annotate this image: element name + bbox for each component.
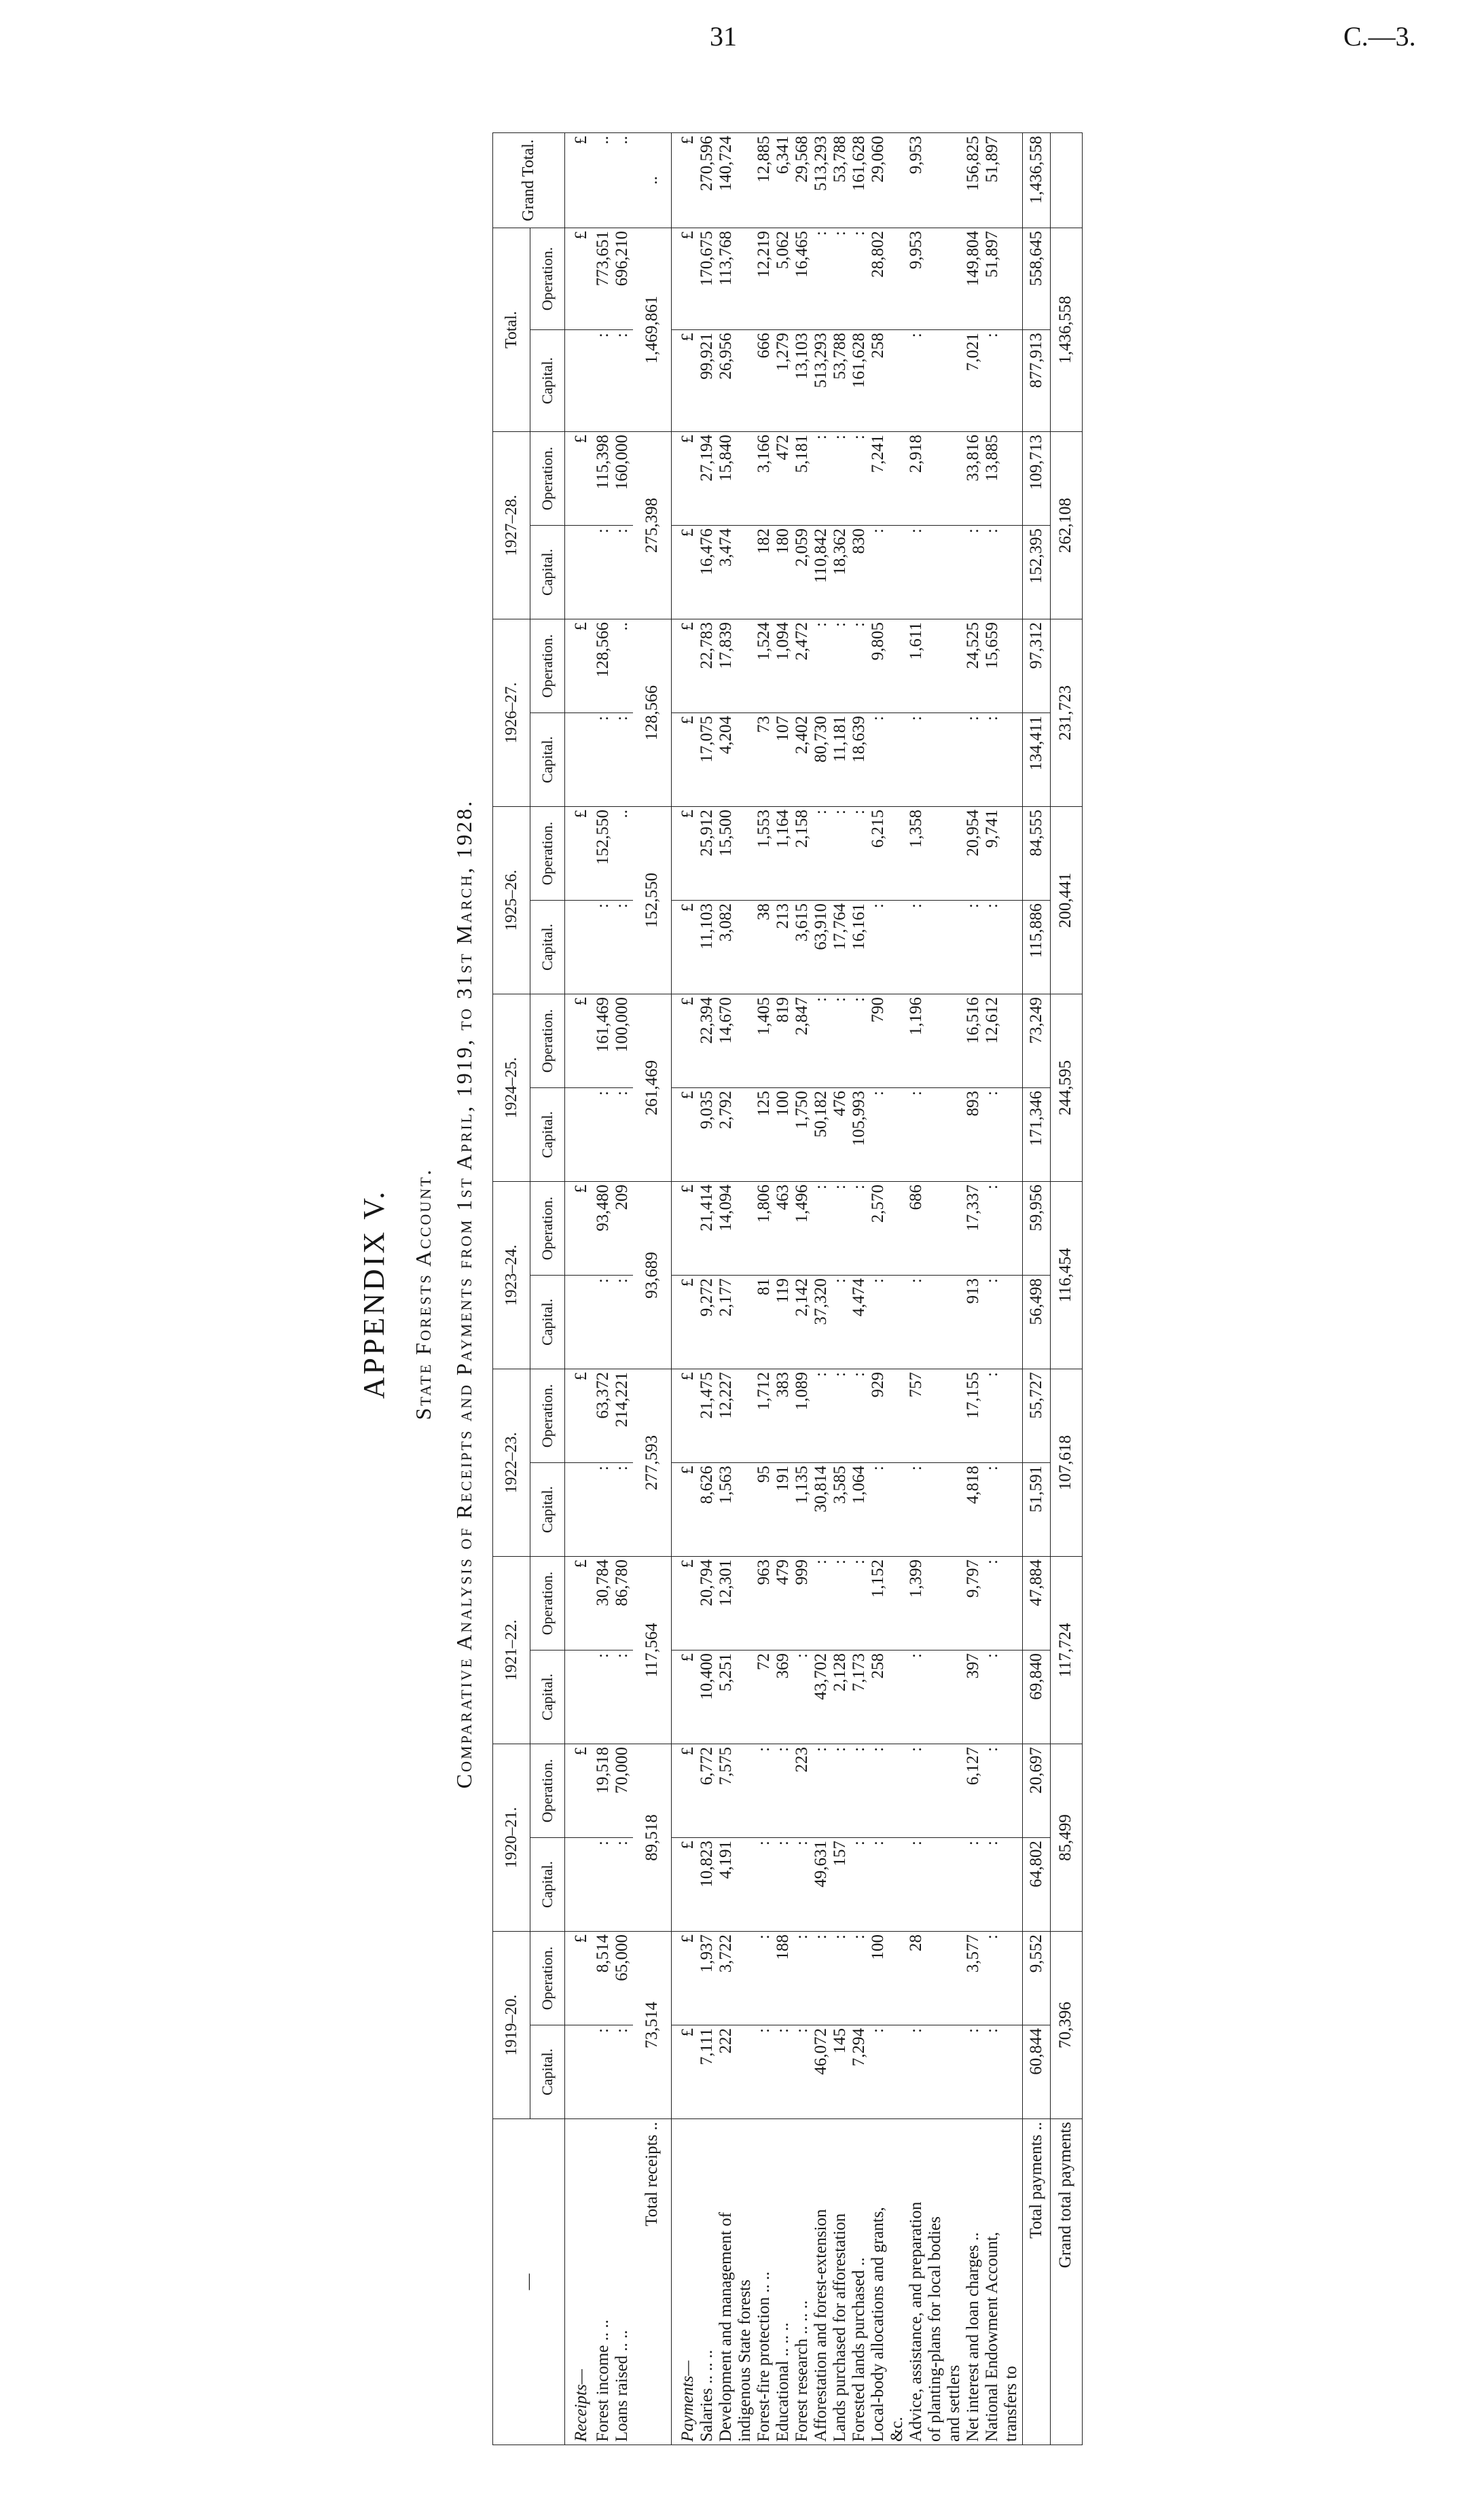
operation-subheader: Operation.: [530, 228, 565, 329]
total-receipts-cell: 128,566: [633, 619, 672, 807]
year-header: 1924–25.: [493, 994, 530, 1182]
receipts-section-label: Receipts—: [565, 2119, 593, 2445]
payment-capital-cell: £ 99,921 26,956 666 1,279 13,103 513,293 53,788 161,628 258 : 7,021 :: [672, 330, 1023, 432]
year-header: 1922–23.: [493, 1369, 530, 1557]
grand-total-payments-cell: 117,724: [1051, 1557, 1083, 1744]
rotated-page-content: [343, 122, 1484, 2466]
payment-row-labels: [672, 2119, 1023, 2445]
grand-total-payments-cell: 244,595: [1051, 994, 1083, 1182]
total-payments-capital: 115,886: [1023, 901, 1051, 994]
total-payments-operation: 55,727: [1023, 1369, 1051, 1463]
payment-operation-cell: £ 21,414 14,094 1,806 463 1,496 : : : 2,570 686 17,337 :: [672, 1182, 1023, 1276]
capital-subheader: Capital.: [530, 526, 565, 619]
receipt-operation-cell: 115,398 160,000: [592, 432, 633, 526]
document-code: C.—3.: [1343, 21, 1416, 52]
payment-capital-cell: £ 17,075 4,204 73 107 2,402 80,730 11,181 18,639 : : : :: [672, 713, 1023, 807]
currency-symbol: £: [565, 1369, 593, 1463]
payment-operation-cell: £ 20,794 12,301 963 479 999 : : : 1,152 1,399 9,797 :: [672, 1557, 1023, 1651]
receipt-operation-cell: 152,550 ..: [592, 807, 633, 901]
total-payments-operation: 558,645: [1023, 228, 1051, 329]
operation-subheader: Operation.: [530, 1932, 565, 2025]
currency-symbol: £: [565, 432, 593, 526]
receipt-operation-cell: 93,480 209: [592, 1182, 633, 1276]
grand-total-header: Grand Total.: [493, 132, 565, 228]
payment-capital-cell: £ 9,272 2,177 81 119 2,142 37,320 : 4,474 : : 913 :: [672, 1276, 1023, 1369]
total-receipts-label: Total receipts ..: [633, 2119, 672, 2445]
total-receipts-cell: 261,469: [633, 994, 672, 1182]
payment-capital-cell: £ 9,035 2,792 125 100 1,750 50,182 476 105,993 : : 893 :: [672, 1088, 1023, 1182]
currency-symbol: £: [565, 1182, 593, 1276]
capital-subheader: Capital.: [530, 713, 565, 807]
payments-section-label: Payments—: [678, 2360, 697, 2442]
total-header: Total.: [493, 228, 530, 431]
total-payments-operation: 59,956: [1023, 1182, 1051, 1276]
receipt-operation-cell: 30,784 86,780: [592, 1557, 633, 1651]
capital-subheader: Capital.: [530, 1463, 565, 1557]
receipt-capital-cell: : :: [592, 713, 633, 807]
total-receipts-cell: 275,398: [633, 432, 672, 619]
payment-capital-cell: £ 10,823 4,191 : : : 49,631 157 : : : : :: [672, 1838, 1023, 1932]
total-receipts-grand-cell: ..: [633, 132, 672, 228]
capital-subheader: Capital.: [530, 1838, 565, 1932]
total-receipts-cell: 117,564: [633, 1557, 672, 1744]
receipt-operation-cell: 63,372 214,221: [592, 1369, 633, 1463]
total-payments-operation: 84,555: [1023, 807, 1051, 901]
total-payments-label: Total payments ..: [1023, 2119, 1051, 2445]
grand-total-payments-cell: 70,396: [1051, 1932, 1083, 2119]
year-header: 1927–28.: [493, 432, 530, 619]
currency-symbol: £: [565, 228, 593, 329]
total-payments-operation: 109,713: [1023, 432, 1051, 526]
total-payments-operation: 73,249: [1023, 994, 1051, 1088]
total-payments-capital: 152,395: [1023, 526, 1051, 619]
payment-capital-cell: £ 8,626 1,563 95 191 1,135 30,814 3,585 1,064 : : 4,818 :: [672, 1463, 1023, 1557]
total-receipts-cell: 152,550: [633, 807, 672, 994]
operation-subheader: Operation.: [530, 994, 565, 1088]
total-payments-capital: 56,498: [1023, 1276, 1051, 1369]
currency-symbol: £: [565, 1557, 593, 1651]
capital-subheader: Capital.: [530, 1276, 565, 1369]
appendix-heading: APPENDIX V.: [357, 1189, 391, 1399]
total-payments-operation: 20,697: [1023, 1744, 1051, 1838]
page-number: 31: [710, 21, 737, 52]
receipt-capital-cell: : :: [592, 1463, 633, 1557]
operation-subheader: Operation.: [530, 1182, 565, 1276]
receipt-operation-cell: 8,514 65,000: [592, 1932, 633, 2025]
total-payments-operation: 47,884: [1023, 1557, 1051, 1651]
total-payments-capital: 134,411: [1023, 713, 1051, 807]
payment-operation-cell: £ 22,394 14,670 1,405 819 2,847 : : : 790 1,196 16,516 12,612: [672, 994, 1023, 1088]
payment-operation-cell: £ 25,912 15,500 1,553 1,164 2,158 : : : 6,215 1,358 20,954 9,741: [672, 807, 1023, 901]
total-payments-operation: 97,312: [1023, 619, 1051, 713]
currency-symbol: £: [565, 1932, 593, 2025]
operation-subheader: Operation.: [530, 619, 565, 713]
receipt-capital-cell: : :: [592, 1088, 633, 1182]
currency-symbol: £: [565, 807, 593, 901]
total-payments-capital: 171,346: [1023, 1088, 1051, 1182]
payment-capital-cell: £ 11,103 3,082 38 213 3,615 63,910 17,764 16,161 : : : :: [672, 901, 1023, 994]
receipt-operation-cell: 161,469 100,000: [592, 994, 633, 1088]
payment-operation-cell: £ 170,675 113,768 12,219 5,062 16,465 : : : 28,802 9,953 149,804 51,897: [672, 228, 1023, 329]
year-header: 1919–20.: [493, 1932, 530, 2119]
header-corner: —: [493, 2119, 565, 2445]
currency-symbol: £: [565, 994, 593, 1088]
grand-total-payments-cell: 262,108: [1051, 432, 1083, 619]
receipt-row-labels: Forest income .. .. Loans raised .. ..: [592, 2119, 633, 2445]
receipt-operation-cell: 19,518 70,000: [592, 1744, 633, 1838]
total-receipts-cell: 1,469,861: [633, 228, 672, 431]
table-title: Comparative Analysis of Receipts and Payments from 1st April, 1919, to 31st March, 1928.: [452, 799, 476, 1789]
grand-total-payments-cell: 107,618: [1051, 1369, 1083, 1557]
total-payments-capital: 64,802: [1023, 1838, 1051, 1932]
grand-total-payments-cell: 1,436,558: [1051, 228, 1083, 431]
payment-operation-cell: £ 27,194 15,840 3,166 472 5,181 : : : 7,241 2,918 33,816 13,885: [672, 432, 1023, 526]
total-receipts-cell: 277,593: [633, 1369, 672, 1557]
payment-operation-cell: £ 6,772 7,575 : : 223 : : : : : 6,127 :: [672, 1744, 1023, 1838]
operation-subheader: Operation.: [530, 1369, 565, 1463]
operation-subheader: Operation.: [530, 1557, 565, 1651]
payment-capital-cell: £ 10,400 5,251 72 369 : 43,702 2,128 7,173 258 : 397 :: [672, 1651, 1023, 1744]
receipt-operation-cell: 128,566 ..: [592, 619, 633, 713]
total-payments-capital: 69,840: [1023, 1651, 1051, 1744]
operation-subheader: Operation.: [530, 807, 565, 901]
capital-subheader: Capital.: [530, 330, 565, 432]
receipt-capital-cell: : :: [592, 330, 633, 432]
total-receipts-cell: 89,518: [633, 1744, 672, 1932]
capital-subheader: Capital.: [530, 901, 565, 994]
receipt-capital-cell: : :: [592, 901, 633, 994]
total-payments-capital: 51,591: [1023, 1463, 1051, 1557]
year-header: 1921–22.: [493, 1557, 530, 1744]
receipt-capital-cell: : :: [592, 1838, 633, 1932]
grand-total-payments-label: Grand total payments: [1051, 2119, 1083, 2445]
total-receipts-cell: 73,514: [633, 1932, 672, 2119]
grand-total-payments-cell: 116,454: [1051, 1182, 1083, 1369]
receipt-capital-cell: : :: [592, 526, 633, 619]
payment-operation-cell: £ 22,783 17,839 1,524 1,094 2,472 : : : 9,805 1,611 24,525 15,659: [672, 619, 1023, 713]
year-header: 1923–24.: [493, 1182, 530, 1369]
total-receipts-cell: 93,689: [633, 1182, 672, 1369]
payment-capital-cell: £ 16,476 3,474 182 180 2,059 110,842 18,362 830 : : : :: [672, 526, 1023, 619]
capital-subheader: Capital.: [530, 2025, 565, 2119]
year-header: 1925–26.: [493, 807, 530, 994]
currency-symbol: £: [565, 132, 593, 228]
account-subheading: State Forests Account.: [411, 1168, 435, 1420]
capital-subheader: Capital.: [530, 1651, 565, 1744]
receipt-capital-cell: : :: [592, 1651, 633, 1744]
total-payments-grand: 1,436,558: [1023, 132, 1051, 228]
currency-symbol: £: [565, 1744, 593, 1838]
currency-symbol: £: [565, 619, 593, 713]
grand-total-payments-cell: 200,441: [1051, 807, 1083, 994]
grand-total-payments-grand-cell: [1051, 132, 1083, 228]
payment-grand-cell: £ 270,596 140,724 12,885 6,341 29,568 513,293 53,788 161,628 29,060 9,953 156,825 51,897: [672, 132, 1023, 228]
payment-operation-cell: £ 21,475 12,227 1,712 383 1,089 : : : 929 757 17,155 :: [672, 1369, 1023, 1463]
receipt-grand-cell: .. ..: [592, 132, 633, 228]
payment-capital-cell: £ 7,111 222 : : : 46,072 145 7,294 : : : :: [672, 2025, 1023, 2119]
operation-subheader: Operation.: [530, 432, 565, 526]
receipts-payments-table: [492, 132, 1083, 2445]
receipt-capital-cell: : :: [592, 1276, 633, 1369]
total-payments-capital: 60,844: [1023, 2025, 1051, 2119]
receipt-operation-cell: 773,651 696,210: [592, 228, 633, 329]
year-header: 1920–21.: [493, 1744, 530, 1932]
payment-row-label-list: Salaries .. .. .. Development and management of indigenous State forests Forest-fire protection .. .. Educational .. .. .. Forest research .. .. .. Afforestation and forest-extension Lands purchased for afforestation Forested lands purchased .. Local-body allocations and grants, &c. Advice, assistance, and preparation of planting-plans for local bodies and settlers Net interest and loan charges .. National Endowment Account, transfers to: [698, 2201, 1020, 2442]
grand-total-payments-cell: 85,499: [1051, 1744, 1083, 1932]
capital-subheader: Capital.: [530, 1088, 565, 1182]
grand-total-payments-cell: 231,723: [1051, 619, 1083, 807]
total-payments-capital: 877,913: [1023, 330, 1051, 432]
payment-operation-cell: £ 1,937 3,722 : 188 : : : : 100 28 3,577 :: [672, 1932, 1023, 2025]
receipt-capital-cell: : :: [592, 2025, 633, 2119]
year-header: 1926–27.: [493, 619, 530, 807]
total-payments-operation: 9,552: [1023, 1932, 1051, 2025]
operation-subheader: Operation.: [530, 1744, 565, 1838]
